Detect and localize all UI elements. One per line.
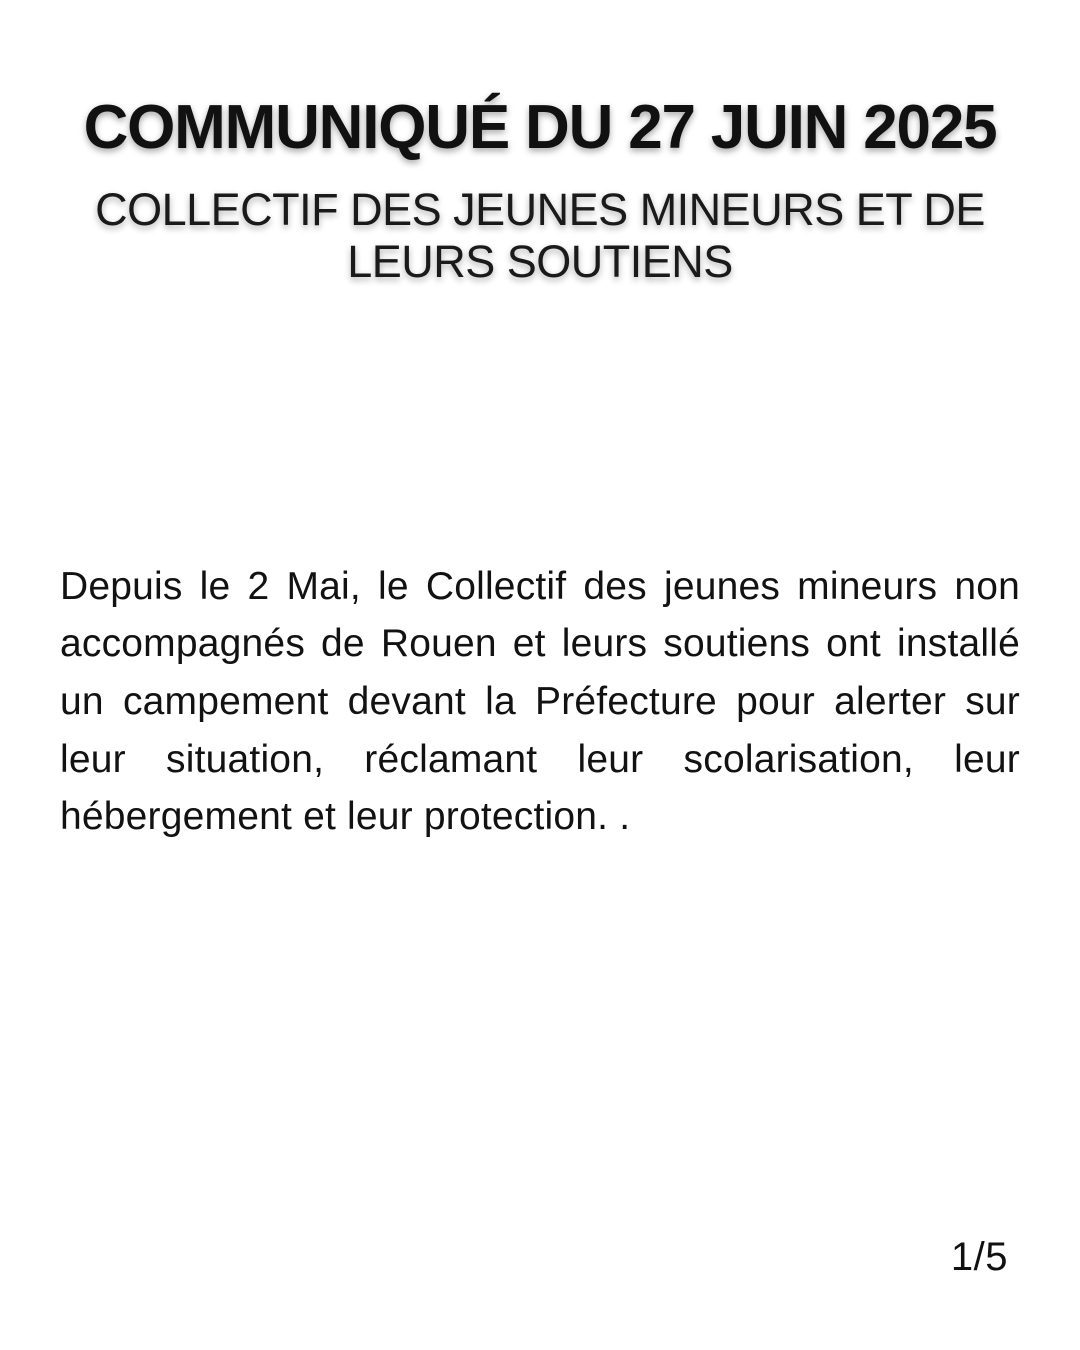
slide-body-region: [60, 288, 1020, 1235]
body-paragraph: Depuis le 2 Mai, le Collectif des jeunes mineurs non accompagnés de Rouen et leurs soutiens ont installé un campement devant la Préfecture pour alerter sur leur situation, réclamant leur scolarisation, leur hébergement et leur protection. .: [60, 564, 1020, 839]
slide-header: [60, 95, 1020, 288]
page-title: COMMUNIQUÉ DU 27 JUIN 2025: [83, 93, 997, 162]
slide-footer: [60, 1235, 1020, 1290]
page-counter: 1/5: [950, 1235, 1008, 1279]
page-subtitle: COLLECTIF DES JEUNES MINEURS ET DE LEURS SOUTIENS: [95, 184, 985, 287]
